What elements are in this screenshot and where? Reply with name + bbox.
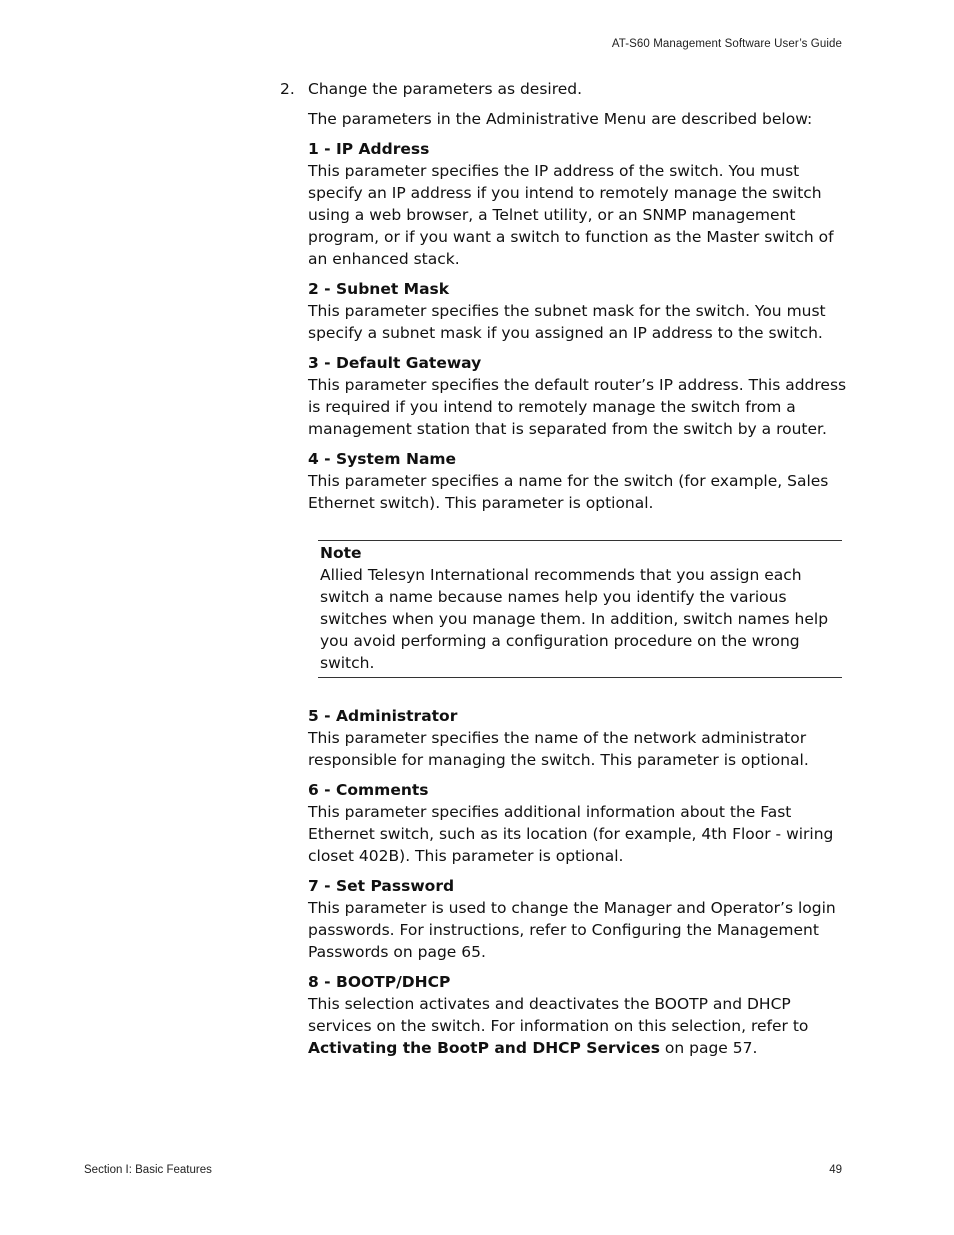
step-number: 2.: [280, 80, 295, 98]
param-description: This parameter specifies the subnet mask for the switch. You must specify a subnet mask if you assigned an IP address to the switch.: [308, 302, 826, 342]
parameter-section-continued: [308, 706, 850, 1059]
param-description: This parameter specifies the name of the network administrator responsible for managing the switch. This parameter is optional.: [308, 729, 809, 769]
param-description: This parameter specifies additional information about the Fast Ethernet switch, such as its location (for example, 4th Floor - wiring closet 402B). This parameter is optional.: [308, 803, 834, 865]
param-title: 3 - Default Gateway: [308, 354, 482, 372]
param-administrator: [308, 706, 850, 771]
param-title: 2 - Subnet Mask: [308, 280, 450, 298]
param-set-password: [308, 876, 850, 963]
param-description-text: This selection activates and deactivates the BOOTP and DHCP services on the switch. For information on this selection, refer to: [308, 995, 809, 1035]
param-title: 1 - IP Address: [308, 140, 430, 158]
intro-paragraph: The parameters in the Administrative Menu are described below:: [308, 110, 813, 128]
param-title: 6 - Comments: [308, 781, 429, 799]
param-subnet-mask: [308, 279, 850, 344]
param-description: This parameter is used to change the Manager and Operator’s login passwords. For instructions, refer to Configuring the Management Passwords on page 65.: [308, 899, 836, 961]
param-comments: [308, 780, 850, 867]
step-text: Change the parameters as desired.: [308, 80, 583, 98]
footer-section-label: Section I: Basic Features: [84, 1164, 212, 1176]
footer-page-number: 49: [829, 1164, 842, 1176]
param-title: 8 - BOOTP/DHCP: [308, 973, 451, 991]
note-box: [318, 540, 842, 678]
note-title: Note: [320, 544, 362, 562]
param-ip-address: [308, 139, 850, 270]
param-description: This parameter specifies the default router’s IP address. This address is required if you intend to remotely manage the switch from a management station that is separated from the switch by a router.: [308, 376, 847, 438]
param-description-text: on page 57.: [659, 1039, 758, 1057]
param-bootp-dhcp: [308, 972, 850, 1059]
cross-reference-link[interactable]: Activating the BootP and DHCP Services: [308, 1039, 660, 1057]
note-text: Allied Telesyn International recommends that you assign each switch a name because names help you identify the various switches when you manage them. In addition, switch names help you avoid performing a configuration procedure on the wrong switch.: [320, 566, 829, 672]
param-default-gateway: [308, 353, 850, 440]
param-description: [308, 993, 850, 1059]
page-content: [280, 78, 850, 1068]
param-title: 7 - Set Password: [308, 877, 455, 895]
param-description: This parameter specifies the IP address of the switch. You must specify an IP address if you intend to remotely manage the switch using a web browser, a Telnet utility, or an SNMP management program, or if you want a switch to function as the Master switch of an enhanced stack.: [308, 162, 834, 268]
parameter-section: [308, 108, 850, 514]
running-header: AT-S60 Management Software User’s Guide: [611, 38, 842, 50]
param-title: 5 - Administrator: [308, 707, 458, 725]
param-system-name: [308, 449, 850, 514]
step-item: [280, 78, 850, 100]
param-description: This parameter specifies a name for the switch (for example, Sales Ethernet switch). This parameter is optional.: [308, 472, 829, 512]
param-title: 4 - System Name: [308, 450, 457, 468]
